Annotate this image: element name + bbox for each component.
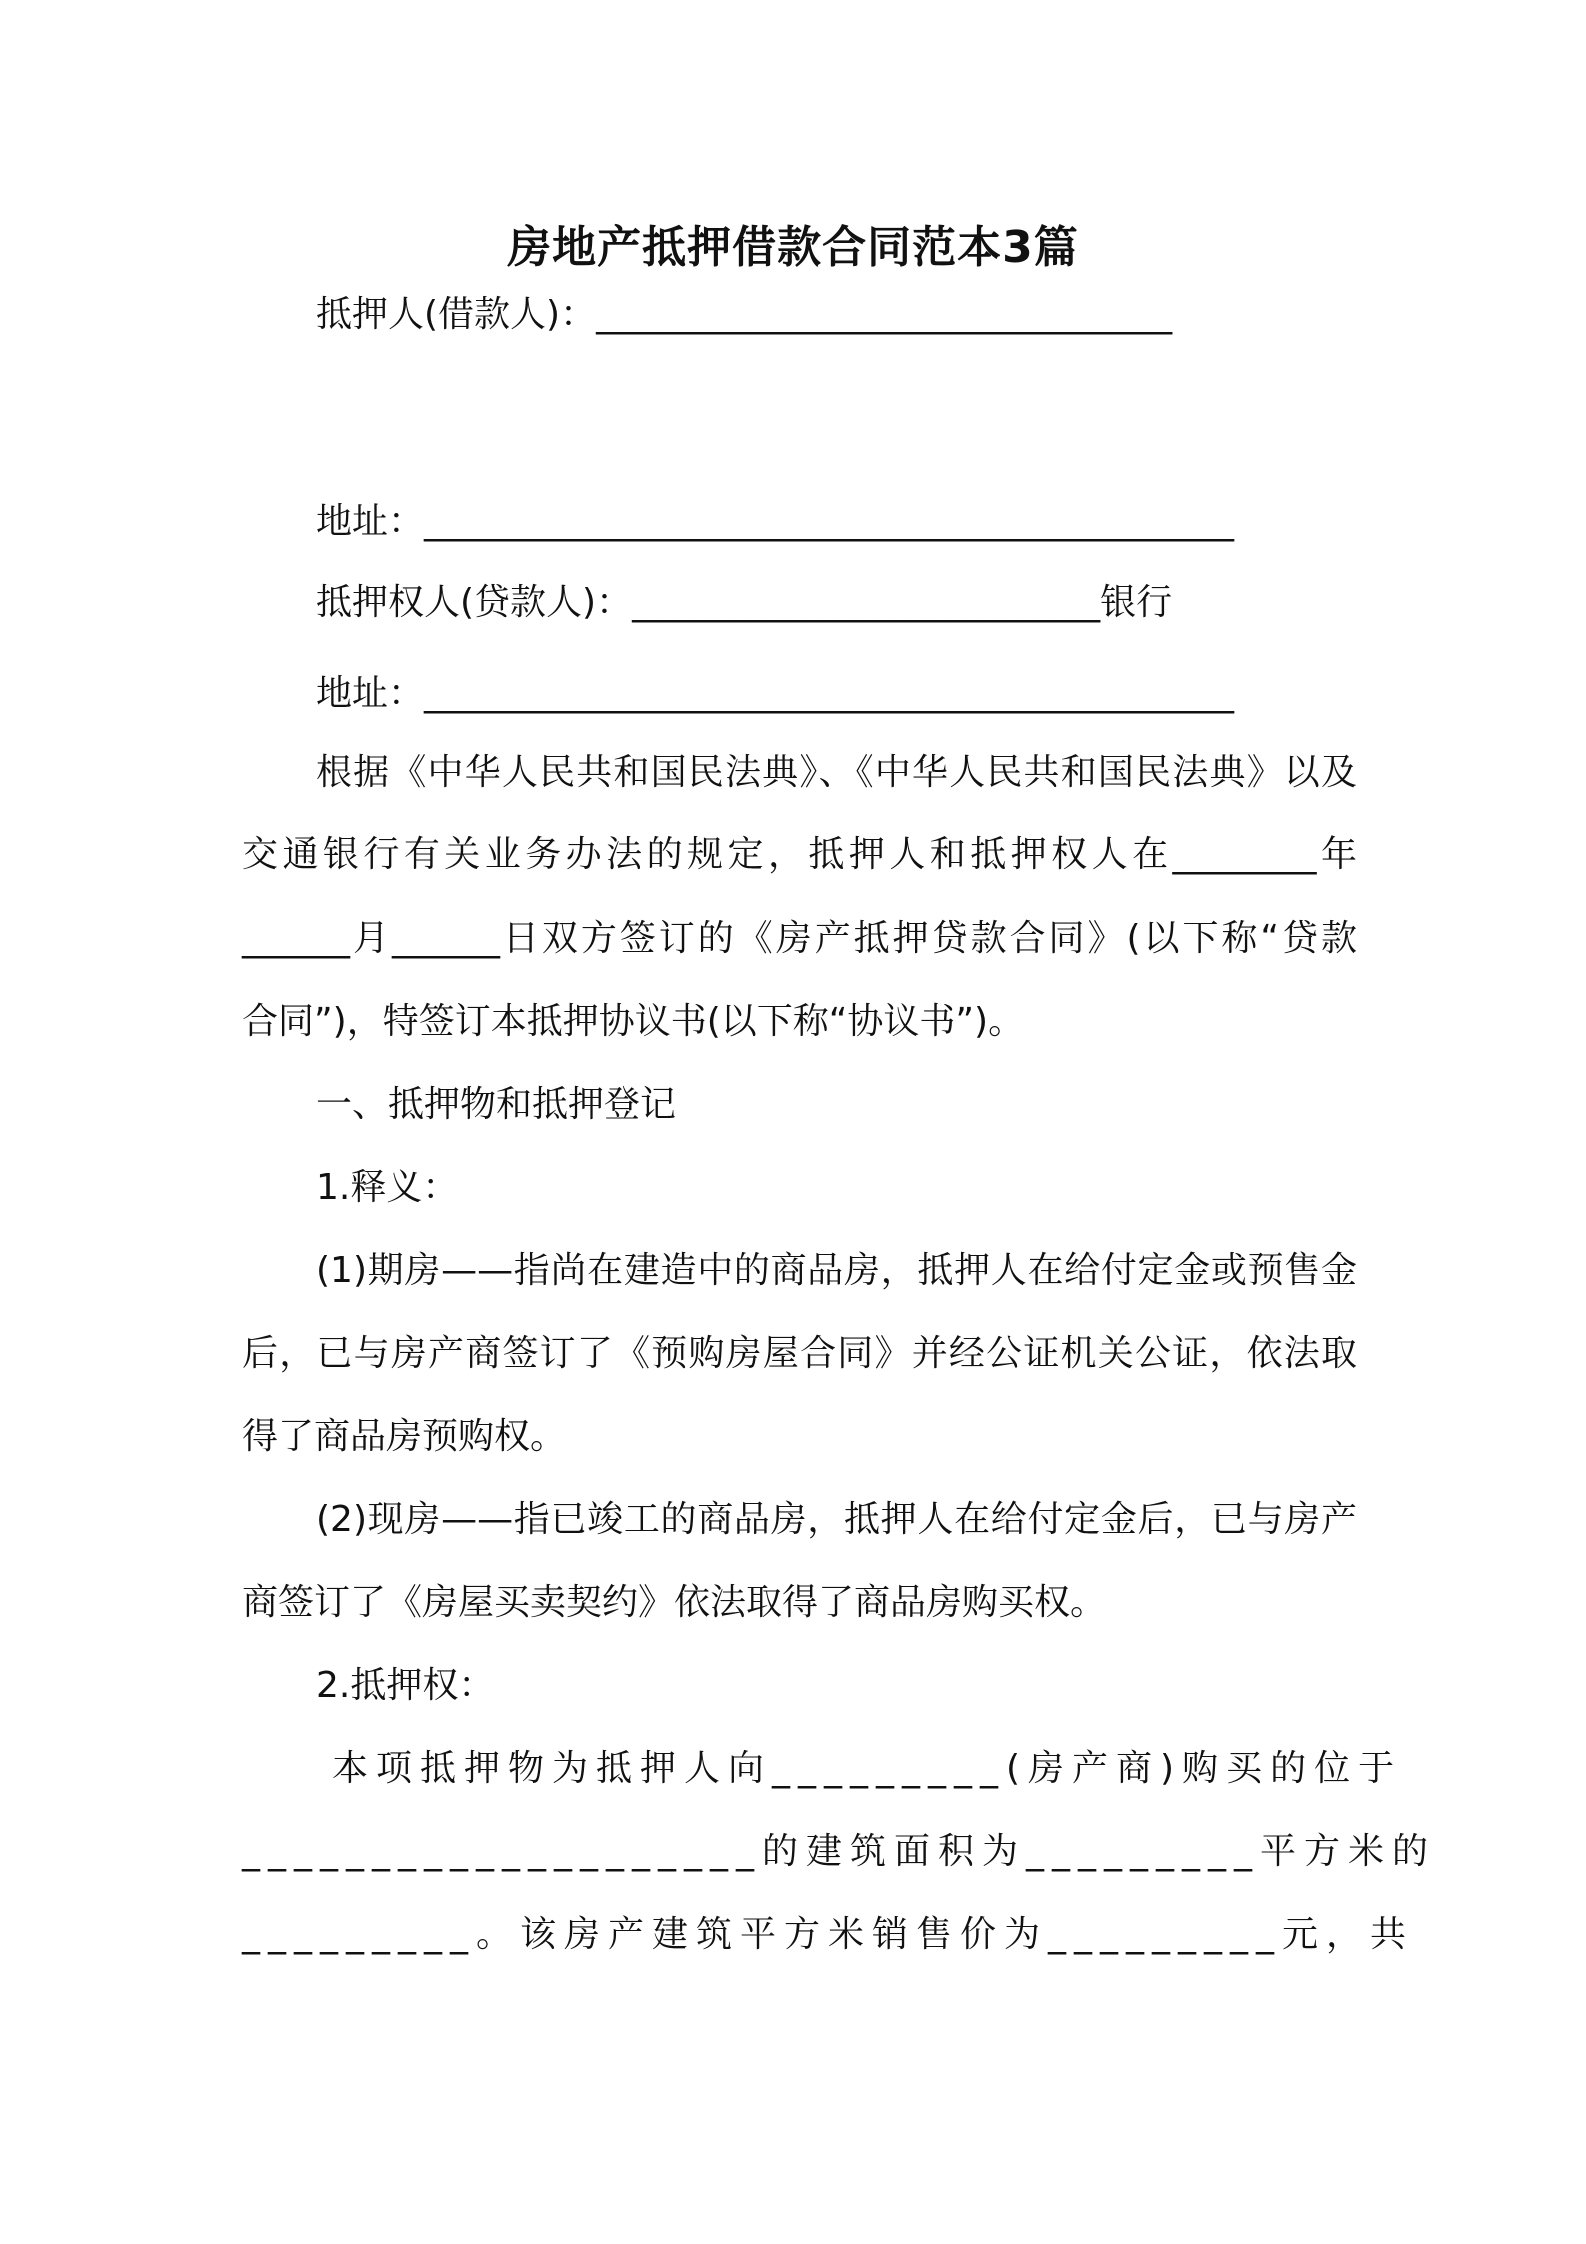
paragraph-1-line-3: ______月______日双方签订的《房产抵押贷款合同》(以下称“贷款 xyxy=(242,918,1357,959)
mortgagor-label: 抵押人(借款人)： xyxy=(316,294,597,335)
mortgagee-address-label: 地址： xyxy=(316,673,425,714)
mortgagee-address-blank: _____________________________________________ xyxy=(424,673,1235,714)
paragraph-1-line-4: 合同”)，特签订本抵押协议书(以下称“协议书”)。 xyxy=(242,1001,1025,1042)
mortgagor-address-line xyxy=(316,497,1357,547)
paragraph-2-line-3: 得了商品房预购权。 xyxy=(242,1416,567,1457)
mortgagor-blank: ________________________________ xyxy=(596,294,1173,335)
paragraph-3-line-2: 商签订了《房屋买卖契约》依法取得了商品房购买权。 xyxy=(242,1582,1107,1623)
paragraph-3-line-1: (2)现房——指已竣工的商品房，抵押人在给付定金后，已与房产 xyxy=(316,1499,1357,1540)
subsection-heading-mortgage-right: 2.抵押权： xyxy=(316,1665,495,1706)
mortgagor-line xyxy=(316,290,1357,340)
mortgagee-address-line xyxy=(316,669,1357,719)
paragraph-1-line-1: 根据《中华人民共和国民法典》、《中华人民共和国民法典》以及 xyxy=(316,752,1357,793)
mortgagee-line xyxy=(316,578,1357,628)
subsection-heading-definitions: 1.释义： xyxy=(316,1167,459,1208)
paragraph-2-line-1: (1)期房——指尚在建造中的商品房，抵押人在给付定金或预售金 xyxy=(316,1250,1357,1291)
paragraph-2-line-2: 后，已与房产商签订了《预购房屋合同》并经公证机关公证，依法取 xyxy=(242,1333,1357,1374)
section-heading-1: 一、抵押物和抵押登记 xyxy=(316,1084,677,1125)
paragraph-4-line-2: ____________________的建筑面积为_________平方米的 xyxy=(242,1831,1437,1872)
document-title: 房地产抵押借款合同范本3篇 xyxy=(507,222,1079,273)
paragraph-4-line-1: 本项抵押物为抵押人向_________(房产商)购买的位于 xyxy=(332,1748,1403,1789)
mortgagee-label: 抵押权人(贷款人)： xyxy=(316,582,633,623)
mortgagee-blank: __________________________ xyxy=(632,582,1101,623)
paragraph-1-line-2: 交通银行有关业务办法的规定，抵押人和抵押权人在________年 xyxy=(242,834,1357,875)
mortgagor-address-label: 地址： xyxy=(316,501,425,542)
paragraph-4-line-3: _________。该房产建筑平方米销售价为_________元，共 xyxy=(242,1914,1415,1955)
mortgagee-suffix: 银行 xyxy=(1100,582,1173,623)
mortgagor-address-blank: _____________________________________________ xyxy=(424,501,1235,542)
